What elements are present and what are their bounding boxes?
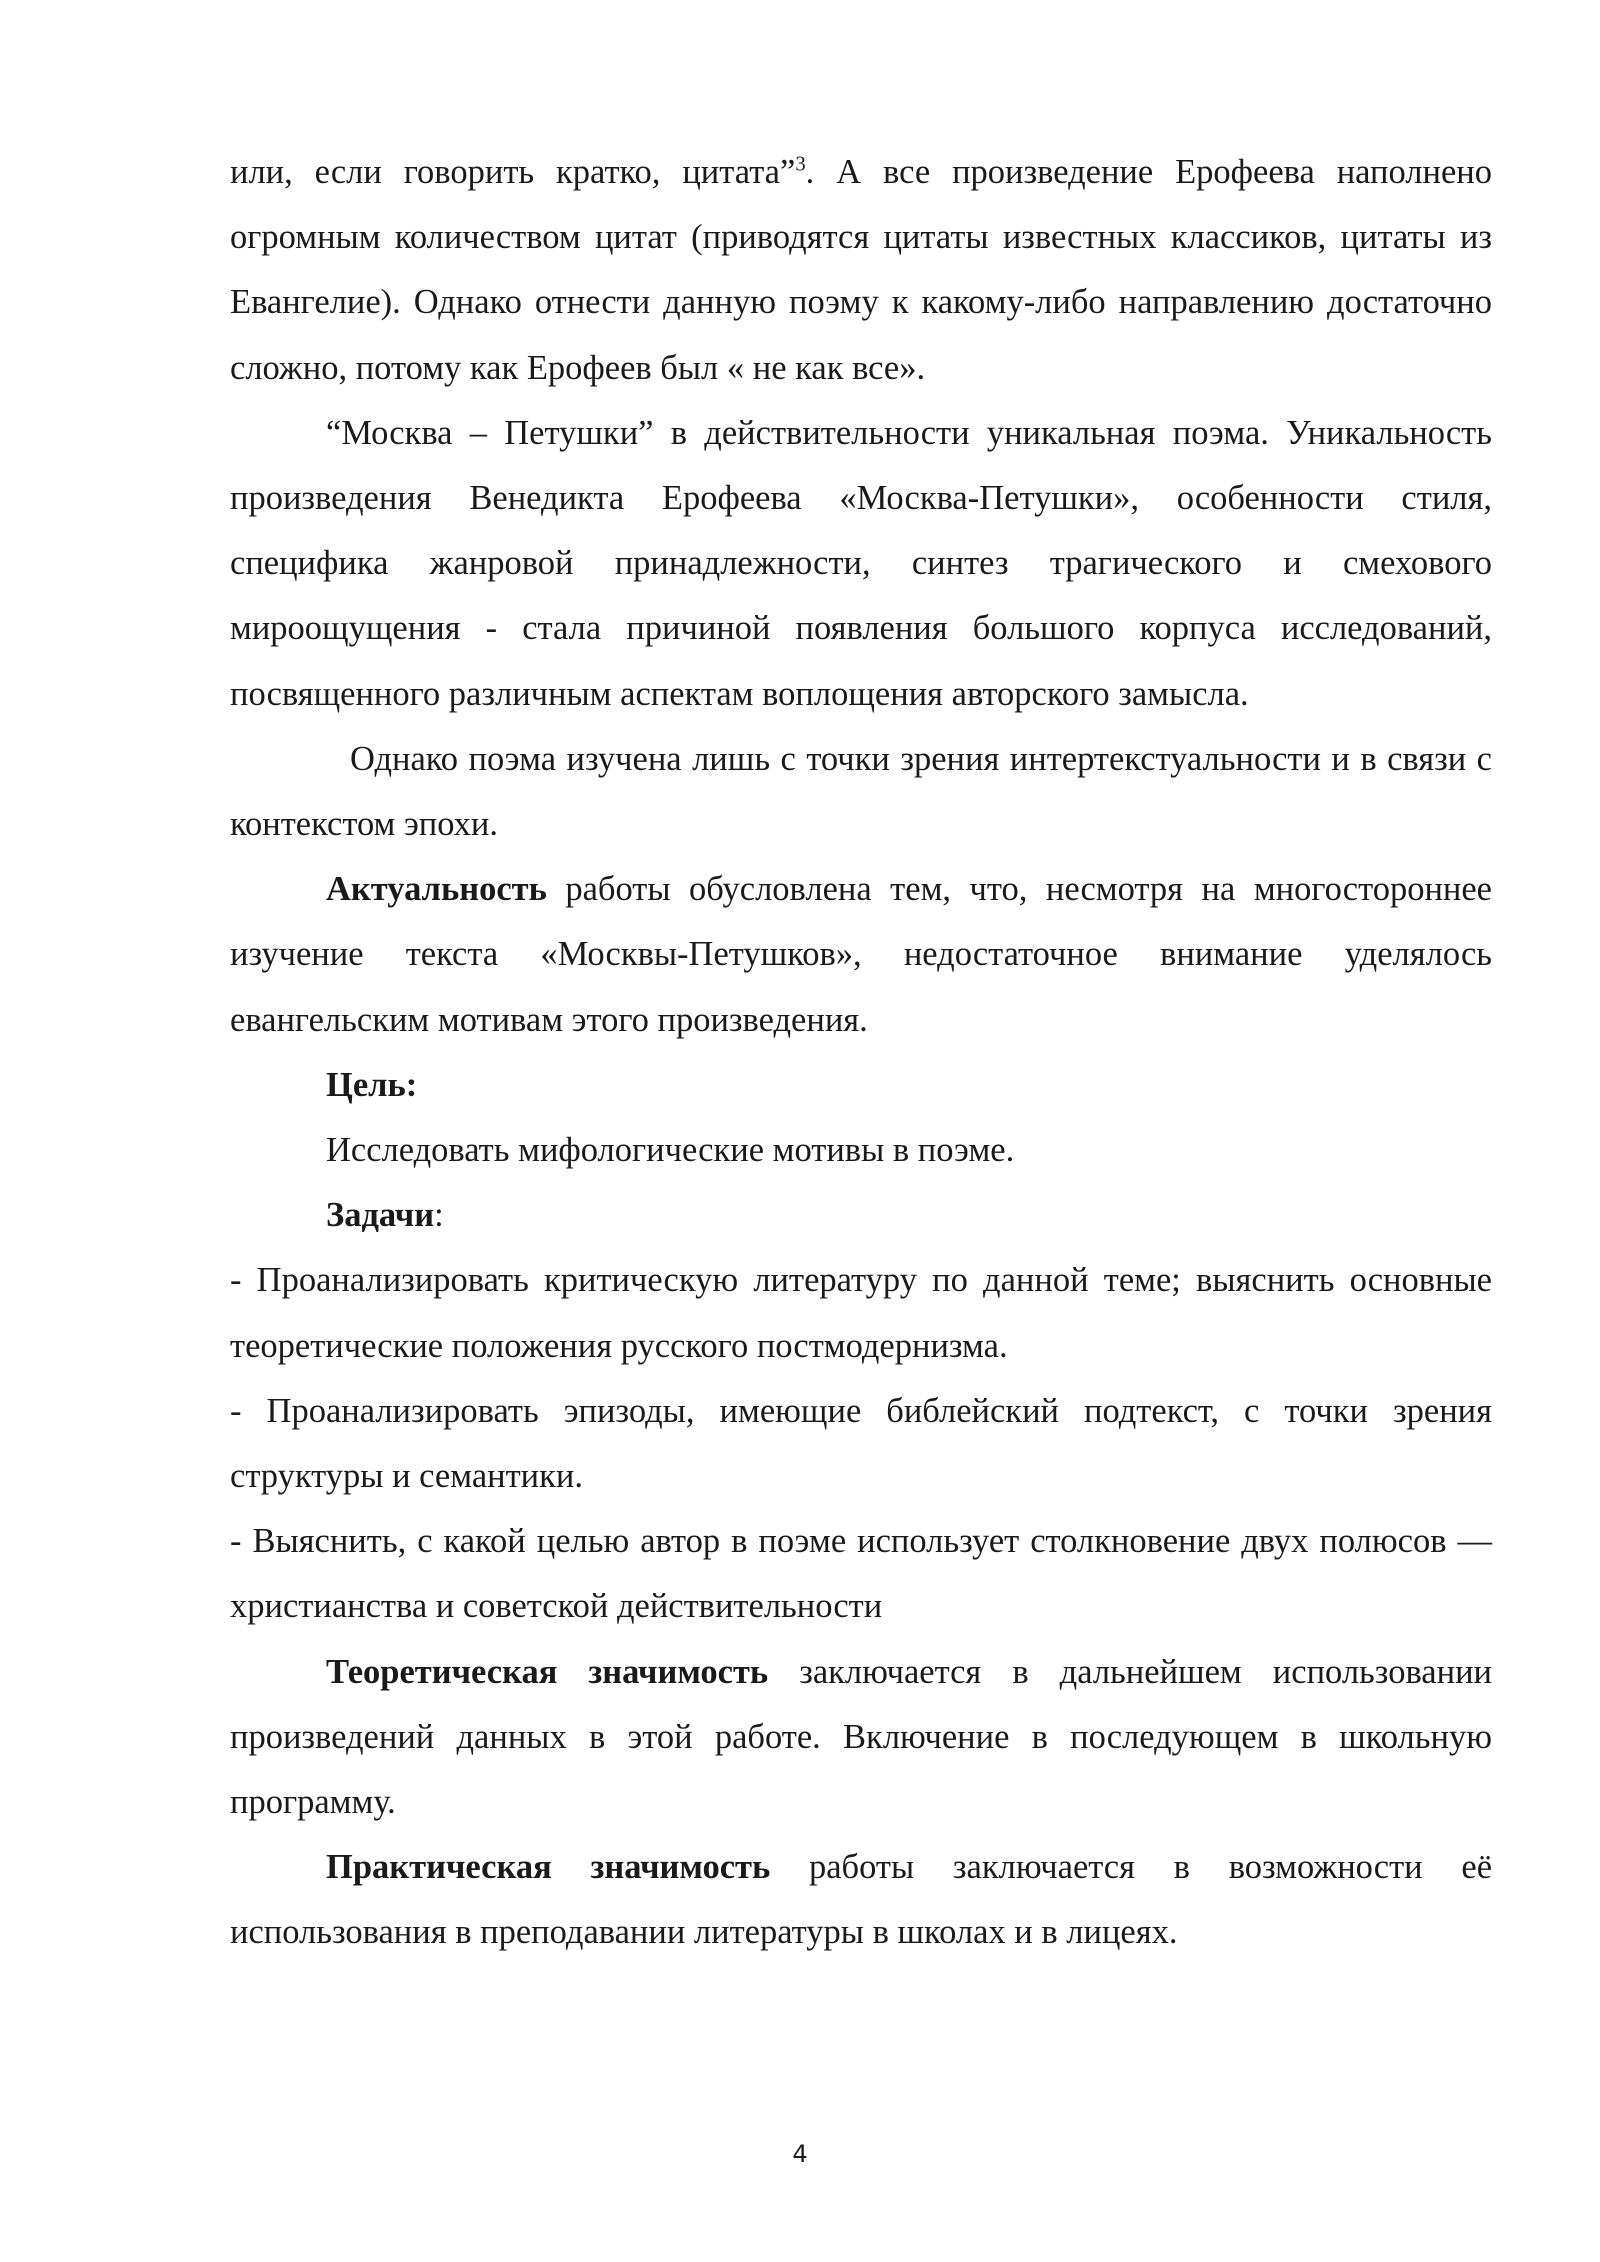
task-item-3: - Выяснить, с какой целью автор в поэме использует столкновение двух полюсов — христианства и советской действительности xyxy=(230,1522,1492,1626)
page-number: 4 xyxy=(792,2140,808,2168)
paragraph-text: . А все произведение Ерофеева наполнено огромным количеством цитат (приводятся цитаты известных классиков, цитаты из Евангелие). Однако отнести данную поэму к какому-либо направлению достаточно сложно, потому как Ерофеев был « не как все». xyxy=(230,153,1493,387)
task-item-2: - Проанализировать эпизоды, имеющие библейский подтекст, с точки зрения структуры и семантики. xyxy=(230,1391,1492,1496)
paragraph-text: или, если говорить кратко, цитата” xyxy=(230,153,796,191)
relevance-heading: Актуальность xyxy=(326,870,547,909)
goal-text: Исследовать мифологические мотивы в поэме. xyxy=(326,1131,1015,1170)
goal-label xyxy=(230,1053,1492,1118)
theoretical-significance-heading: Теоретическая значимость xyxy=(326,1652,769,1691)
paragraph-study-scope: Однако поэма изучена лишь с точки зрения интертекстуальности и в связи с контекстом эпохи. xyxy=(230,739,1492,844)
paragraph-quote-continuation xyxy=(230,140,1492,401)
paragraph-text: работы обусловлена тем, что, несмотря на многостороннее изучение текста «Москвы-Петушков», недостаточное внимание уделялось евангельским мотивам этого произведения. xyxy=(230,870,1492,1039)
document-page xyxy=(230,140,1492,1966)
tasks-label xyxy=(230,1183,1492,1248)
practical-significance-heading: Практическая значимость xyxy=(326,1848,771,1887)
paragraph-text: заключается в дальнейшем использовании произведений данных в этой работе. Включение в последующем в школьную программу. xyxy=(230,1652,1492,1822)
paragraph-text: работы заключается в возможности её использования в преподавании литературы в школах и в лицеях. xyxy=(230,1848,1493,1952)
task-item-1: - Проанализировать критическую литературу по данной теме; выяснить основные теоретические положения русского постмодернизма. xyxy=(230,1261,1492,1365)
footnote-reference: 3 xyxy=(795,153,806,176)
paragraph-practical-significance xyxy=(230,1835,1492,1965)
paragraph-relevance xyxy=(230,857,1492,1053)
paragraph-theoretical-significance xyxy=(230,1640,1492,1836)
tasks-heading: Задачи xyxy=(326,1196,435,1235)
goal-heading: Цель: xyxy=(326,1065,418,1104)
paragraph-uniqueness: “Москва – Петушки” в действительности уникальная поэма. Уникальность произведения Венедикта Ерофеева «Москва-Петушки», особенности стиля, специфика жанровой принадлежности, синтез трагического и смехового мироощущения - стала причиной появления большого корпуса исследований, посвященного различным аспектам воплощения авторского замысла. xyxy=(230,413,1492,713)
tasks-colon: : xyxy=(434,1196,444,1235)
